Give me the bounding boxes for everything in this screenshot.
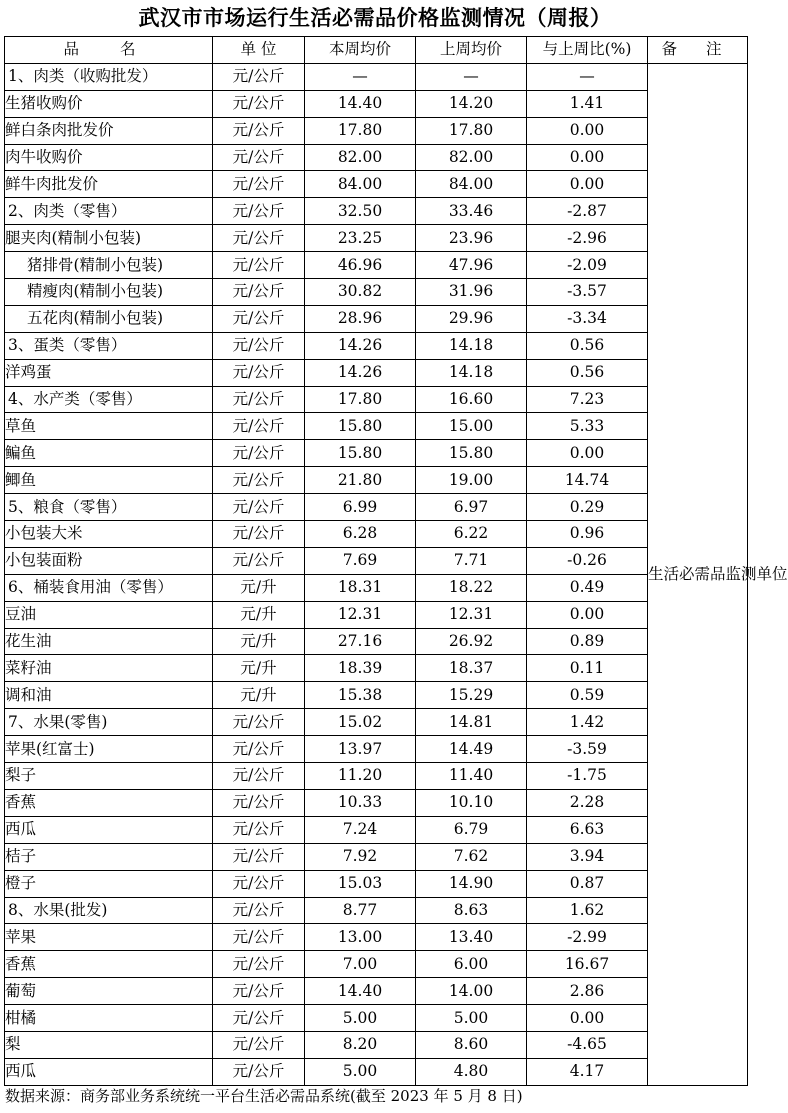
change-pct-cell: -2.99 bbox=[527, 924, 648, 951]
item-name-cell: 香蕉 bbox=[5, 789, 213, 816]
report-title: 武汉市市场运行生活必需品价格监测情况（周报） bbox=[138, 6, 612, 30]
unit-cell: 元/公斤 bbox=[213, 789, 305, 816]
item-name-cell: 4、水产类（零售） bbox=[5, 386, 213, 413]
current-price-cell: 15.03 bbox=[305, 870, 416, 897]
previous-price-cell: 14.18 bbox=[416, 359, 527, 386]
table-row bbox=[5, 897, 748, 924]
unit-cell: 元/公斤 bbox=[213, 521, 305, 548]
unit-cell: 元/升 bbox=[213, 601, 305, 628]
table-row bbox=[5, 225, 748, 252]
unit-cell: 元/公斤 bbox=[213, 763, 305, 790]
table-row bbox=[5, 978, 748, 1005]
item-name-cell: 葡萄 bbox=[5, 978, 213, 1005]
change-pct-cell: 0.11 bbox=[527, 655, 648, 682]
previous-price-cell: 16.60 bbox=[416, 386, 527, 413]
change-pct-cell: 2.86 bbox=[527, 978, 648, 1005]
item-name-cell: 6、桶装食用油（零售） bbox=[5, 574, 213, 601]
current-price-cell: 17.80 bbox=[305, 386, 416, 413]
table-row bbox=[5, 655, 748, 682]
item-name-cell: 西瓜 bbox=[5, 816, 213, 843]
previous-price-cell: 8.63 bbox=[416, 897, 527, 924]
change-pct-cell: -0.26 bbox=[527, 547, 648, 574]
item-name-cell: 苹果(红富士) bbox=[5, 736, 213, 763]
item-name-cell: 肉牛收购价 bbox=[5, 144, 213, 171]
previous-price-cell: 47.96 bbox=[416, 252, 527, 279]
previous-price-cell: 29.96 bbox=[416, 305, 527, 332]
data-source-footer: 数据来源：商务部业务系统统一平台生活必需品系统(截至 2023 年 5 月 8 日) bbox=[5, 1087, 523, 1105]
unit-cell: 元/公斤 bbox=[213, 494, 305, 521]
change-pct-cell: 5.33 bbox=[527, 413, 648, 440]
table-row bbox=[5, 682, 748, 709]
item-name-cell: 7、水果(零售) bbox=[5, 709, 213, 736]
previous-price-cell: 7.71 bbox=[416, 547, 527, 574]
current-price-cell: 5.00 bbox=[305, 1005, 416, 1032]
change-pct-cell: 0.00 bbox=[527, 440, 648, 467]
unit-cell: 元/公斤 bbox=[213, 90, 305, 117]
previous-price-cell: 6.22 bbox=[416, 521, 527, 548]
previous-price-cell: 84.00 bbox=[416, 171, 527, 198]
unit-cell: 元/公斤 bbox=[213, 359, 305, 386]
table-row bbox=[5, 117, 748, 144]
table-row bbox=[5, 413, 748, 440]
current-price-cell: 82.00 bbox=[305, 144, 416, 171]
table-row bbox=[5, 521, 748, 548]
note-cell: 生活必需品监测单位 bbox=[648, 63, 748, 1085]
item-name-cell: 1、肉类（收购批发） bbox=[5, 63, 213, 90]
unit-cell: 元/公斤 bbox=[213, 843, 305, 870]
current-price-cell: 13.00 bbox=[305, 924, 416, 951]
current-price-cell: 11.20 bbox=[305, 763, 416, 790]
change-pct-cell: 0.49 bbox=[527, 574, 648, 601]
table-row bbox=[5, 386, 748, 413]
current-price-cell: 18.31 bbox=[305, 574, 416, 601]
unit-cell: 元/公斤 bbox=[213, 951, 305, 978]
previous-price-cell: 14.18 bbox=[416, 332, 527, 359]
previous-price-cell: — bbox=[416, 63, 527, 90]
unit-cell: 元/公斤 bbox=[213, 440, 305, 467]
table-row bbox=[5, 467, 748, 494]
table-row bbox=[5, 1005, 748, 1032]
item-name-cell: 柑橘 bbox=[5, 1005, 213, 1032]
current-price-cell: 14.40 bbox=[305, 978, 416, 1005]
previous-price-cell: 23.96 bbox=[416, 225, 527, 252]
previous-price-cell: 15.29 bbox=[416, 682, 527, 709]
current-price-cell: 14.40 bbox=[305, 90, 416, 117]
current-price-cell: 7.92 bbox=[305, 843, 416, 870]
previous-price-cell: 26.92 bbox=[416, 628, 527, 655]
table-body bbox=[5, 63, 788, 1085]
unit-cell: 元/公斤 bbox=[213, 171, 305, 198]
change-pct-cell: 0.00 bbox=[527, 1005, 648, 1032]
item-name-cell: 鳊鱼 bbox=[5, 440, 213, 467]
current-price-cell: 84.00 bbox=[305, 171, 416, 198]
previous-price-cell: 14.49 bbox=[416, 736, 527, 763]
previous-price-cell: 12.31 bbox=[416, 601, 527, 628]
item-name-cell: 洋鸡蛋 bbox=[5, 359, 213, 386]
current-price-cell: 7.24 bbox=[305, 816, 416, 843]
current-price-cell: 32.50 bbox=[305, 198, 416, 225]
header-unit: 单 位 bbox=[213, 37, 305, 64]
change-pct-cell: 0.00 bbox=[527, 171, 648, 198]
previous-price-cell: 14.81 bbox=[416, 709, 527, 736]
item-name-cell: 鲜白条肉批发价 bbox=[5, 117, 213, 144]
current-price-cell: 13.97 bbox=[305, 736, 416, 763]
table-row bbox=[5, 63, 748, 90]
previous-price-cell: 6.79 bbox=[416, 816, 527, 843]
header-change-pct: 与上周比(%) bbox=[527, 37, 648, 64]
current-price-cell: 23.25 bbox=[305, 225, 416, 252]
previous-price-cell: 31.96 bbox=[416, 279, 527, 306]
item-name-cell: 猪排骨(精制小包装) bbox=[5, 252, 213, 279]
change-pct-cell: 0.96 bbox=[527, 521, 648, 548]
item-name-cell: 西瓜 bbox=[5, 1058, 213, 1085]
table-row bbox=[5, 843, 748, 870]
previous-price-cell: 14.20 bbox=[416, 90, 527, 117]
table-header-row bbox=[5, 37, 748, 64]
item-name-cell: 小包装面粉 bbox=[5, 547, 213, 574]
item-name-cell: 调和油 bbox=[5, 682, 213, 709]
table-row bbox=[5, 547, 748, 574]
table-row bbox=[5, 359, 748, 386]
change-pct-cell: 0.29 bbox=[527, 494, 648, 521]
table-row bbox=[5, 951, 748, 978]
item-name-cell: 草鱼 bbox=[5, 413, 213, 440]
change-pct-cell: 1.41 bbox=[527, 90, 648, 117]
previous-price-cell: 14.90 bbox=[416, 870, 527, 897]
item-name-cell: 小包装大米 bbox=[5, 521, 213, 548]
previous-price-cell: 15.80 bbox=[416, 440, 527, 467]
unit-cell: 元/公斤 bbox=[213, 1058, 305, 1085]
table-row bbox=[5, 870, 748, 897]
unit-cell: 元/公斤 bbox=[213, 63, 305, 90]
change-pct-cell: -3.57 bbox=[527, 279, 648, 306]
table-row bbox=[5, 440, 748, 467]
current-price-cell: 7.69 bbox=[305, 547, 416, 574]
unit-cell: 元/公斤 bbox=[213, 736, 305, 763]
current-price-cell: 15.02 bbox=[305, 709, 416, 736]
unit-cell: 元/公斤 bbox=[213, 924, 305, 951]
current-price-cell: 30.82 bbox=[305, 279, 416, 306]
item-name-cell: 2、肉类（零售） bbox=[5, 198, 213, 225]
table-row bbox=[5, 332, 748, 359]
current-price-cell: 21.80 bbox=[305, 467, 416, 494]
unit-cell: 元/公斤 bbox=[213, 1005, 305, 1032]
item-name-cell: 3、蛋类（零售） bbox=[5, 332, 213, 359]
previous-price-cell: 6.00 bbox=[416, 951, 527, 978]
current-price-cell: 10.33 bbox=[305, 789, 416, 816]
current-price-cell: 5.00 bbox=[305, 1058, 416, 1085]
table-row bbox=[5, 252, 748, 279]
item-name-cell: 菜籽油 bbox=[5, 655, 213, 682]
unit-cell: 元/公斤 bbox=[213, 386, 305, 413]
unit-cell: 元/公斤 bbox=[213, 1031, 305, 1058]
unit-cell: 元/公斤 bbox=[213, 305, 305, 332]
header-note: 备 注 bbox=[648, 37, 748, 64]
change-pct-cell: 6.63 bbox=[527, 816, 648, 843]
item-name-cell: 鲫鱼 bbox=[5, 467, 213, 494]
unit-cell: 元/公斤 bbox=[213, 252, 305, 279]
current-price-cell: 14.26 bbox=[305, 359, 416, 386]
table-row bbox=[5, 171, 748, 198]
change-pct-cell: 0.56 bbox=[527, 332, 648, 359]
change-pct-cell: 4.17 bbox=[527, 1058, 648, 1085]
table-row bbox=[5, 1058, 748, 1085]
change-pct-cell: 0.00 bbox=[527, 144, 648, 171]
previous-price-cell: 19.00 bbox=[416, 467, 527, 494]
change-pct-cell: — bbox=[527, 63, 648, 90]
item-name-cell: 5、粮食（零售） bbox=[5, 494, 213, 521]
current-price-cell: 14.26 bbox=[305, 332, 416, 359]
unit-cell: 元/公斤 bbox=[213, 547, 305, 574]
unit-cell: 元/公斤 bbox=[213, 978, 305, 1005]
item-name-cell: 豆油 bbox=[5, 601, 213, 628]
previous-price-cell: 4.80 bbox=[416, 1058, 527, 1085]
unit-cell: 元/公斤 bbox=[213, 709, 305, 736]
table-row bbox=[5, 709, 748, 736]
unit-cell: 元/公斤 bbox=[213, 897, 305, 924]
item-name-cell: 8、水果(批发) bbox=[5, 897, 213, 924]
previous-price-cell: 11.40 bbox=[416, 763, 527, 790]
current-price-cell: 15.38 bbox=[305, 682, 416, 709]
change-pct-cell: 0.00 bbox=[527, 601, 648, 628]
previous-price-cell: 5.00 bbox=[416, 1005, 527, 1032]
header-previous-avg: 上周均价 bbox=[416, 37, 527, 64]
change-pct-cell: 7.23 bbox=[527, 386, 648, 413]
previous-price-cell: 17.80 bbox=[416, 117, 527, 144]
current-price-cell: 6.99 bbox=[305, 494, 416, 521]
change-pct-cell: 0.56 bbox=[527, 359, 648, 386]
table-row bbox=[5, 198, 748, 225]
table-row bbox=[5, 736, 748, 763]
table-row bbox=[5, 1031, 748, 1058]
table-row bbox=[5, 816, 748, 843]
change-pct-cell: -2.87 bbox=[527, 198, 648, 225]
current-price-cell: 15.80 bbox=[305, 440, 416, 467]
price-table bbox=[4, 36, 788, 1086]
unit-cell: 元/公斤 bbox=[213, 117, 305, 144]
unit-cell: 元/公斤 bbox=[213, 870, 305, 897]
current-price-cell: 8.77 bbox=[305, 897, 416, 924]
table-row bbox=[5, 789, 748, 816]
unit-cell: 元/升 bbox=[213, 574, 305, 601]
current-price-cell: 15.80 bbox=[305, 413, 416, 440]
previous-price-cell: 10.10 bbox=[416, 789, 527, 816]
item-name-cell: 五花肉(精制小包装) bbox=[5, 305, 213, 332]
item-name-cell: 梨子 bbox=[5, 763, 213, 790]
table-row bbox=[5, 144, 748, 171]
table-row bbox=[5, 494, 748, 521]
unit-cell: 元/升 bbox=[213, 628, 305, 655]
current-price-cell: 8.20 bbox=[305, 1031, 416, 1058]
header-current-avg: 本周均价 bbox=[305, 37, 416, 64]
item-name-cell: 生猪收购价 bbox=[5, 90, 213, 117]
current-price-cell: — bbox=[305, 63, 416, 90]
table-row bbox=[5, 574, 748, 601]
change-pct-cell: -3.59 bbox=[527, 736, 648, 763]
item-name-cell: 精瘦肉(精制小包装) bbox=[5, 279, 213, 306]
current-price-cell: 6.28 bbox=[305, 521, 416, 548]
unit-cell: 元/公斤 bbox=[213, 144, 305, 171]
item-name-cell: 梨 bbox=[5, 1031, 213, 1058]
item-name-cell: 花生油 bbox=[5, 628, 213, 655]
change-pct-cell: -2.09 bbox=[527, 252, 648, 279]
item-name-cell: 香蕉 bbox=[5, 951, 213, 978]
change-pct-cell: -4.65 bbox=[527, 1031, 648, 1058]
previous-price-cell: 15.00 bbox=[416, 413, 527, 440]
item-name-cell: 苹果 bbox=[5, 924, 213, 951]
header-name: 品 名 bbox=[5, 37, 213, 64]
unit-cell: 元/公斤 bbox=[213, 413, 305, 440]
previous-price-cell: 33.46 bbox=[416, 198, 527, 225]
unit-cell: 元/升 bbox=[213, 655, 305, 682]
current-price-cell: 12.31 bbox=[305, 601, 416, 628]
table-row bbox=[5, 601, 748, 628]
previous-price-cell: 6.97 bbox=[416, 494, 527, 521]
previous-price-cell: 8.60 bbox=[416, 1031, 527, 1058]
item-name-cell: 腿夹肉(精制小包装) bbox=[5, 225, 213, 252]
current-price-cell: 17.80 bbox=[305, 117, 416, 144]
previous-price-cell: 13.40 bbox=[416, 924, 527, 951]
unit-cell: 元/公斤 bbox=[213, 279, 305, 306]
table-row bbox=[5, 90, 748, 117]
change-pct-cell: 14.74 bbox=[527, 467, 648, 494]
unit-cell: 元/公斤 bbox=[213, 225, 305, 252]
unit-cell: 元/公斤 bbox=[213, 467, 305, 494]
change-pct-cell: 2.28 bbox=[527, 789, 648, 816]
unit-cell: 元/公斤 bbox=[213, 816, 305, 843]
previous-price-cell: 7.62 bbox=[416, 843, 527, 870]
unit-cell: 元/升 bbox=[213, 682, 305, 709]
unit-cell: 元/公斤 bbox=[213, 332, 305, 359]
change-pct-cell: 3.94 bbox=[527, 843, 648, 870]
previous-price-cell: 82.00 bbox=[416, 144, 527, 171]
item-name-cell: 桔子 bbox=[5, 843, 213, 870]
item-name-cell: 橙子 bbox=[5, 870, 213, 897]
previous-price-cell: 18.22 bbox=[416, 574, 527, 601]
change-pct-cell: -1.75 bbox=[527, 763, 648, 790]
change-pct-cell: -3.34 bbox=[527, 305, 648, 332]
table-row bbox=[5, 628, 748, 655]
change-pct-cell: 1.62 bbox=[527, 897, 648, 924]
current-price-cell: 46.96 bbox=[305, 252, 416, 279]
change-pct-cell: 0.00 bbox=[527, 117, 648, 144]
change-pct-cell: 16.67 bbox=[527, 951, 648, 978]
current-price-cell: 28.96 bbox=[305, 305, 416, 332]
current-price-cell: 18.39 bbox=[305, 655, 416, 682]
table-row bbox=[5, 305, 748, 332]
change-pct-cell: 1.42 bbox=[527, 709, 648, 736]
change-pct-cell: 0.87 bbox=[527, 870, 648, 897]
current-price-cell: 27.16 bbox=[305, 628, 416, 655]
previous-price-cell: 18.37 bbox=[416, 655, 527, 682]
change-pct-cell: 0.89 bbox=[527, 628, 648, 655]
table-row bbox=[5, 763, 748, 790]
change-pct-cell: 0.59 bbox=[527, 682, 648, 709]
table-row bbox=[5, 924, 748, 951]
current-price-cell: 7.00 bbox=[305, 951, 416, 978]
table-row bbox=[5, 279, 748, 306]
change-pct-cell: -2.96 bbox=[527, 225, 648, 252]
previous-price-cell: 14.00 bbox=[416, 978, 527, 1005]
item-name-cell: 鲜牛肉批发价 bbox=[5, 171, 213, 198]
unit-cell: 元/公斤 bbox=[213, 198, 305, 225]
